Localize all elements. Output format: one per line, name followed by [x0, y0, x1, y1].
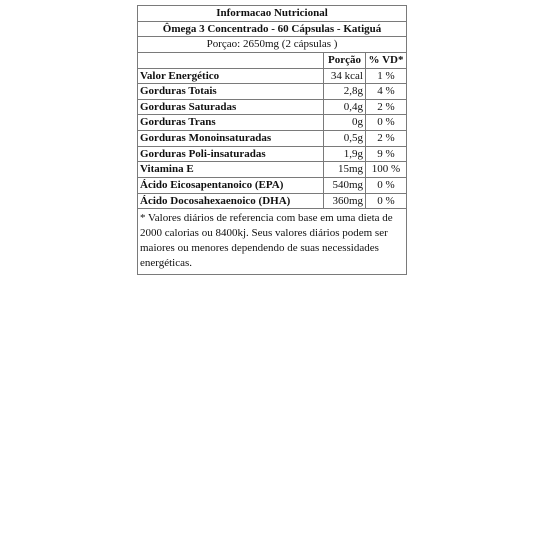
- nutrient-name: Ácido Docosahexaenoico (DHA): [138, 193, 324, 209]
- nutrient-vd: 100 %: [366, 162, 407, 178]
- nutrient-name: Ácido Eicosapentanoico (EPA): [138, 178, 324, 194]
- table-row: [138, 84, 407, 100]
- nutrient-vd: 2 %: [366, 131, 407, 147]
- nutrition-facts-table: [137, 5, 407, 275]
- table-row: [138, 115, 407, 131]
- table-row: [138, 131, 407, 147]
- nutrient-portion: 0g: [324, 115, 366, 131]
- nutrient-vd: 0 %: [366, 193, 407, 209]
- footnote-row: [138, 209, 407, 274]
- table-row: [138, 146, 407, 162]
- subtitle-row: [138, 21, 407, 37]
- table-row: [138, 193, 407, 209]
- footnote: * Valores diários de referencia com base em uma dieta de 2000 calorias ou 8400kj. Seus valores diários podem ser maiores ou menores dependendo de suas necessidades energéticas.: [138, 209, 407, 274]
- nutrient-name: Gorduras Monoinsaturadas: [138, 131, 324, 147]
- nutrient-vd: 0 %: [366, 178, 407, 194]
- nutrient-portion: 0,5g: [324, 131, 366, 147]
- nutrient-vd: 2 %: [366, 99, 407, 115]
- header-row: [138, 52, 407, 68]
- table-row: [138, 178, 407, 194]
- nutrient-name: Valor Energético: [138, 68, 324, 84]
- table-row: [138, 99, 407, 115]
- nutrition-table-body: [138, 6, 407, 275]
- nutrient-name: Vitamina E: [138, 162, 324, 178]
- header-empty-cell: [138, 52, 324, 68]
- nutrient-vd: 9 %: [366, 146, 407, 162]
- nutrient-name: Gorduras Totais: [138, 84, 324, 100]
- header-portion: Porção: [324, 52, 366, 68]
- nutrient-portion: 540mg: [324, 178, 366, 194]
- nutrient-name: Gorduras Saturadas: [138, 99, 324, 115]
- nutrient-portion: 0,4g: [324, 99, 366, 115]
- nutrient-portion: 34 kcal: [324, 68, 366, 84]
- nutrient-vd: 4 %: [366, 84, 407, 100]
- table-row: [138, 162, 407, 178]
- table-title: Informacao Nutricional: [138, 6, 407, 22]
- nutrient-vd: 1 %: [366, 68, 407, 84]
- product-name: Ômega 3 Concentrado - 60 Cápsulas - Katiguá: [138, 21, 407, 37]
- title-row: [138, 6, 407, 22]
- header-vd: % VD*: [366, 52, 407, 68]
- nutrient-portion: 15mg: [324, 162, 366, 178]
- serving-size: Porçao: 2650mg (2 cápsulas ): [138, 37, 407, 53]
- nutrient-name: Gorduras Trans: [138, 115, 324, 131]
- nutrient-vd: 0 %: [366, 115, 407, 131]
- serving-row: [138, 37, 407, 53]
- table-row: [138, 68, 407, 84]
- nutrient-portion: 360mg: [324, 193, 366, 209]
- nutrient-portion: 2,8g: [324, 84, 366, 100]
- nutrient-name: Gorduras Poli-insaturadas: [138, 146, 324, 162]
- nutrient-portion: 1,9g: [324, 146, 366, 162]
